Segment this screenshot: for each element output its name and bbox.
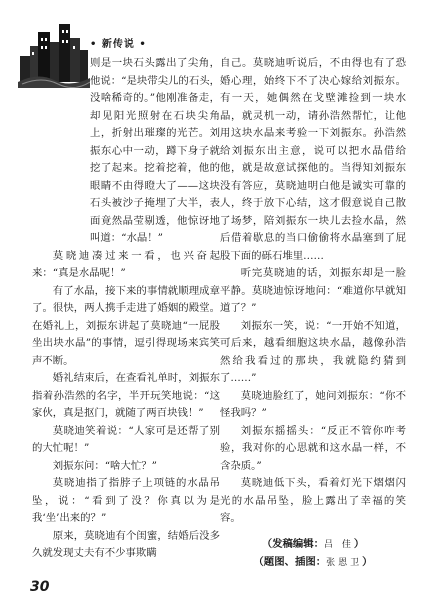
paragraph: 原来，莫晓迪有个闺蜜，结婚后没多久就发现丈夫有不少事欺瞒 xyxy=(32,529,220,559)
left-column xyxy=(32,55,220,563)
right-column xyxy=(220,55,406,572)
paragraph: 有了水晶，接下来的事情就顺理成章了。很快，两人携手走进了婚姻的殿堂。在婚礼上，刘振东讲起了莫晓迪“一屁股坐出块水晶”的事情，逗引得现场来宾笑声不断。 xyxy=(32,284,220,367)
editor-close: ） xyxy=(353,537,365,550)
paragraph: 莫晓迪低下头，看着灯光下熠熠闪光的水晶吊坠，脸上露出了幸福的笑容。 xyxy=(220,477,406,524)
paragraph: 莫晓迪指了指脖子上项链的水晶吊坠，说：“看到了没？你真以为是我‘坐’出来的？” xyxy=(32,477,220,524)
illustrator-label: （题图、插图： xyxy=(253,555,327,568)
paragraph: 刘振东一笑，说：“一开始不知道，可后来，越看细胞这块水晶，越像孙浩然给我看过的那块，我就隐约猜到了……” xyxy=(220,319,406,384)
paragraph: 莫晓迪笑着说：“人家可是还帮了别的大忙呢！” xyxy=(32,424,220,454)
section-label: • 新传说 • xyxy=(90,39,147,50)
editor-label: （发稿编辑： xyxy=(261,537,325,550)
paragraph: 莫晓迪凑过来一看，也兴奋起来：“真是水晶呢！” xyxy=(32,249,220,279)
paragraph: 刘振东问：“啥大忙？” xyxy=(52,459,157,472)
paragraph: 听完莫晓迪的话，刘振东却是一脸平静。莫晓迪惊讶地问：“难道你早就知道了？” xyxy=(220,267,406,314)
paragraph: 莫晓迪脸红了，她问刘振东：“你不怪我吗？” xyxy=(220,389,406,419)
paragraph: 自己。莫晓迪听说后，不由得也有了恐婚心理，始终下不了决心嫁给刘振东。有一天，她偶然在戈壁滩捡到一块水晶，就灵机一动，请孙浩然帮忙，让他用这块水晶来考验一下刘振东。孙浩然给刘振东出主意，说可以把水晶借给他，就是故意试探他的。当得知刘振东没有答应，莫晓迪明白他是诚实可靠的人，终于放下心结，这才假意说自己散了场梦，陪刘振东一块儿去捡水晶，然后借着歇息的当口偷偷将水晶塞到了屁股下面的砾石堆里…… xyxy=(220,57,406,262)
credits xyxy=(220,536,406,572)
illustrator-name: 张恩卫 xyxy=(326,557,363,568)
paragraph: 婚礼结束后，在查看礼单时，刘振东指着孙浩然的名字，半开玩笑地说：“这家伙，真是抠门，就随了两百块钱！” xyxy=(32,372,220,419)
paragraph: 则是一块石头露出了尖角，他说：“是块带尖儿的石头，没啥稀奇的。”他刚准备走，却见阳光照射在石块尖角上，折射出璀璨的光芒。刘振东心中一动，蹲下身子就挖了起来。挖着挖着，他的眼睛不由得瞪大了——这块石头被沙子掩埋了大半，表面竟然晶莹剔透，他惊讶地叫道：“水晶！” xyxy=(90,57,220,244)
paragraph: 刘振东摇摇头：“反正不管你咋考验，我对你的心思就和这水晶一样，不含杂质。” xyxy=(220,424,406,472)
illustrator-close: ） xyxy=(362,555,373,568)
editor-credit xyxy=(220,536,406,554)
editor-name: 吕 佳 xyxy=(324,539,354,550)
illustrator-credit xyxy=(220,554,406,572)
page-number: 30 xyxy=(30,579,50,595)
